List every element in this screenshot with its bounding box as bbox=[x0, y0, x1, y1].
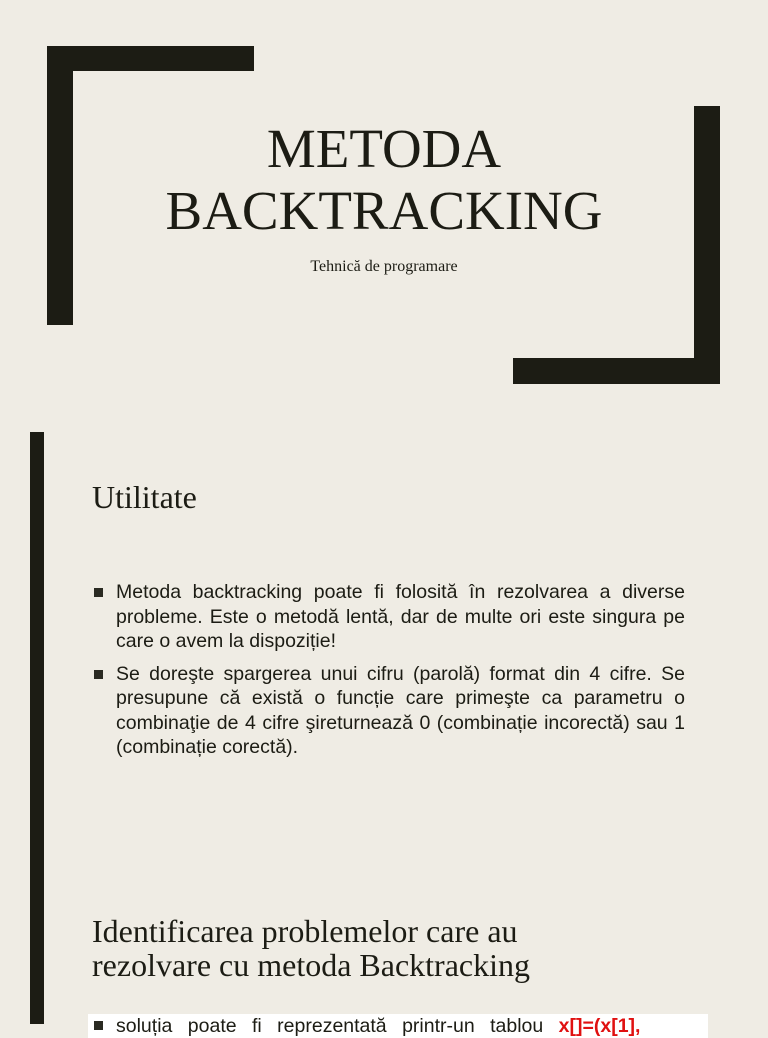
frame-corner-bottom-right-vertical bbox=[694, 106, 720, 384]
bullet-text: soluția poate fi reprezentată printr-un tablou bbox=[116, 1015, 544, 1037]
frame-corner-top-left-vertical bbox=[47, 46, 73, 325]
identificarea-slide bbox=[0, 866, 768, 1037]
section-heading bbox=[92, 914, 712, 982]
highlighted-code: x[]=(x[1], bbox=[558, 1015, 641, 1037]
heading-line-1: Identificarea problemelor care au bbox=[92, 913, 518, 949]
heading-line-2: rezolvare cu metoda Backtracking bbox=[92, 947, 530, 983]
slide-title bbox=[100, 118, 668, 242]
frame-corner-top-left bbox=[47, 46, 254, 71]
slide-accent-bar bbox=[30, 432, 44, 866]
slide-subtitle: Tehnică de programare bbox=[310, 258, 458, 275]
square-bullet-icon bbox=[94, 588, 103, 597]
square-bullet-icon bbox=[94, 670, 103, 679]
bullet-text: Metoda backtracking poate fi folosită în rezolvarea a diverse probleme. Este o metodă lentă, dar de multe ori este singura pe care o avem la dispoziție! bbox=[116, 581, 685, 652]
utilitate-slide bbox=[0, 432, 768, 866]
title-line-2: BACKTRACKING bbox=[165, 180, 603, 241]
list-item bbox=[92, 662, 685, 760]
list-item bbox=[92, 580, 685, 654]
slide-accent-bar bbox=[30, 866, 44, 1024]
bullet-list bbox=[92, 580, 685, 768]
square-bullet-icon bbox=[94, 1021, 103, 1030]
section-heading: Utilitate bbox=[92, 479, 197, 515]
title-slide bbox=[0, 0, 768, 410]
list-item bbox=[88, 1014, 708, 1038]
title-line-1: METODA bbox=[266, 118, 502, 179]
bullet-text: Se doreşte spargerea unui cifru (parolă) format din 4 cifre. Se presupune că există o funcție care primeşte ca parametru o combinaţie de 4 cifre şireturnează 0 (combinație incorectă) sau 1 (combinație corectă). bbox=[116, 662, 685, 758]
bullet-list bbox=[88, 1014, 708, 1038]
frame-corner-bottom-right bbox=[513, 358, 720, 384]
